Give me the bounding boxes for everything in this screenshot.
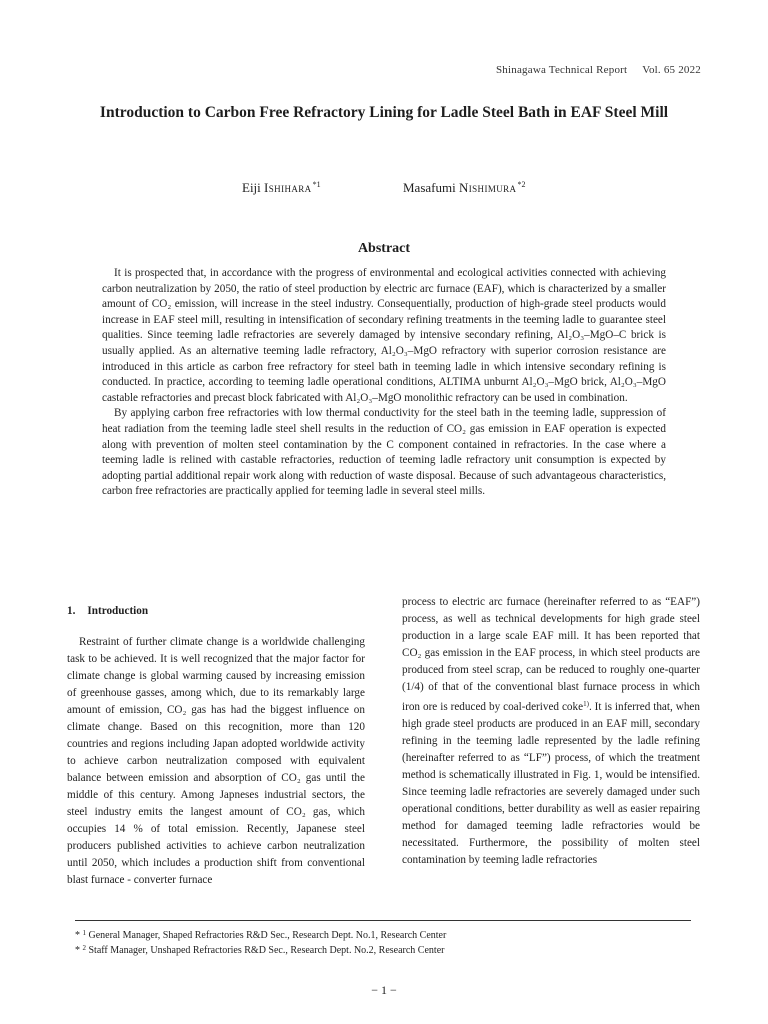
running-header [496, 64, 701, 76]
right-column [402, 594, 700, 869]
footnote-1-num: 1 [82, 929, 86, 937]
footnote-1 [75, 927, 691, 942]
author-list [0, 180, 768, 198]
author-2-family: Nishimura [458, 180, 517, 195]
footnote-2 [75, 942, 691, 957]
abstract-paragraph-2: By applying carbon free refractories with low thermal conductivity for the steel bath in the teeming ladle, suppression of heat radiation from the teeming ladle steel shell results in the reduction of CO₂ gas emission in EAF operation is expected along with prevention of molten steel contamination by the C component contained in refractories. In the case where a teeming ladle is relined with castable refractories, reduction of teeming ladle refractory unit consumption is expected by adopting partial additional repair work along with reduction of waste disposal. Because of such advantageous characteristics, carbon free refractories are practically applied for teeming ladle in several steel mills. [102, 407, 666, 498]
section-number: 1. [67, 605, 76, 617]
author-2 [403, 180, 525, 196]
intro-text-part2: . It is inferred that, when high grade steel products are produced in an EAF mill, secondary refining in the teeming ladle represented by the ladle refining (hereinafter referred to as “LF”) process, of which the treatment method is schematically illustrated in Fig. 1, would be intensified. Since teeming ladle refractories are severely damaged under such operational conditions, better durability as well as easier repairing method for damaged teeming ladle refractories would be necessitated. Furthermore, the possibility of molten steel contamination by teeming ladle refractories [402, 701, 700, 866]
footnote-1-mark: * [75, 930, 83, 941]
intro-paragraph-right [402, 594, 700, 869]
left-column [67, 603, 365, 889]
footnote-1-text: General Manager, Shaped Refractories R&D Sec., Research Dept. No.1, Research Center [86, 930, 447, 941]
footnotes [75, 927, 691, 957]
author-1-family: Ishihara [264, 180, 312, 195]
page-number: − 1 − [371, 983, 397, 997]
intro-text-part1: process to electric arc furnace (hereinafter referred to as “EAF”) process, as well as technical developments for high grade steel production in a large scale EAF mill. It has been reported that CO₂ gas emission in the EAF process, in which steel products are produced from steel scrap, can be reduced to roughly one-quarter (1/4) of that of the conventional blast furnace process in which iron ore is reduced by coal-derived coke [402, 596, 700, 713]
footnote-2-num: 2 [82, 944, 86, 952]
reference-mark: 1) [583, 700, 589, 708]
section-heading [67, 603, 365, 620]
abstract-heading: Abstract [357, 241, 411, 256]
abstract-body [102, 266, 666, 500]
author-1-mark: *1 [312, 180, 321, 189]
section-title: Introduction [87, 605, 149, 617]
abstract-paragraph-1: It is prospected that, in accordance with the progress of environmental and ecological activities connected with achieving carbon neutralization by 2050, the ratio of steel production by electric arc furnace (EAF), which is characterized by a smaller amount of CO₂ emission, will increase in the steel industry. Consequentially, production of high-grade steel products would increase in EAF steel mill, resulting in intensification of secondary refining treatments in the teeming ladle to guarantee steel qualities. Since teeming ladle refractories are severely damaged by intensive secondary refining, Al₂O₃–MgO–C brick is usually applied. As an alternative teeming ladle refractory, Al₂O₃–MgO refractory with superior corrosion resistance are introduced in this article as carbon free refractory for steel bath in teeming ladle in which intensive secondary refining is conducted. In practice, according to teeming ladle operational conditions, ALTIMA unburnt Al₂O₃–MgO brick, Al₂O₃–MgO castable refractories and precast block fabricated with Al₂O₃–MgO monolithic refractory can be used in combination. [102, 267, 666, 404]
footnote-divider [75, 920, 691, 921]
footnote-2-mark: * [75, 945, 83, 956]
author-2-given: Masafumi [403, 180, 456, 195]
intro-paragraph-left: Restraint of further climate change is a worldwide challenging task to be achieved. It is well recognized that the major factor for climate change is global warming caused by increasing emission of greenhouse gasses, among which, due to its remarkably large amount of emission, CO₂ gas has had the biggest influence on climate change. Based on this recognition, more than 120 countries and regions including Japan adopted worldwide activity to achieve carbon neutralization composed with equivalent balance between emission and absorption of CO₂ gas until the middle of this century. Among Japneses industrial sectors, the steel industry emits the langest amount of CO₂ gas, which occupies 14 % of total emission. Recently, Japanese steel producers published activities to achieve carbon neutralization until 2050, which includes a production shift from conventional blast furnace - converter furnace [67, 636, 365, 886]
year-label: 2022 [678, 64, 701, 76]
journal-name: Shinagawa Technical Report [495, 64, 628, 76]
author-1-given: Eiji [242, 180, 261, 195]
footnote-2-text: Staff Manager, Unshaped Refractories R&D Sec., Research Dept. No.2, Research Center [86, 945, 445, 956]
paper-title: Introduction to Carbon Free Refractory Lining for Ladle Steel Bath in EAF Steel Mill [99, 104, 669, 121]
volume-label: Vol. 65 [642, 64, 676, 76]
author-2-mark: *2 [517, 180, 526, 189]
author-1 [242, 180, 321, 196]
